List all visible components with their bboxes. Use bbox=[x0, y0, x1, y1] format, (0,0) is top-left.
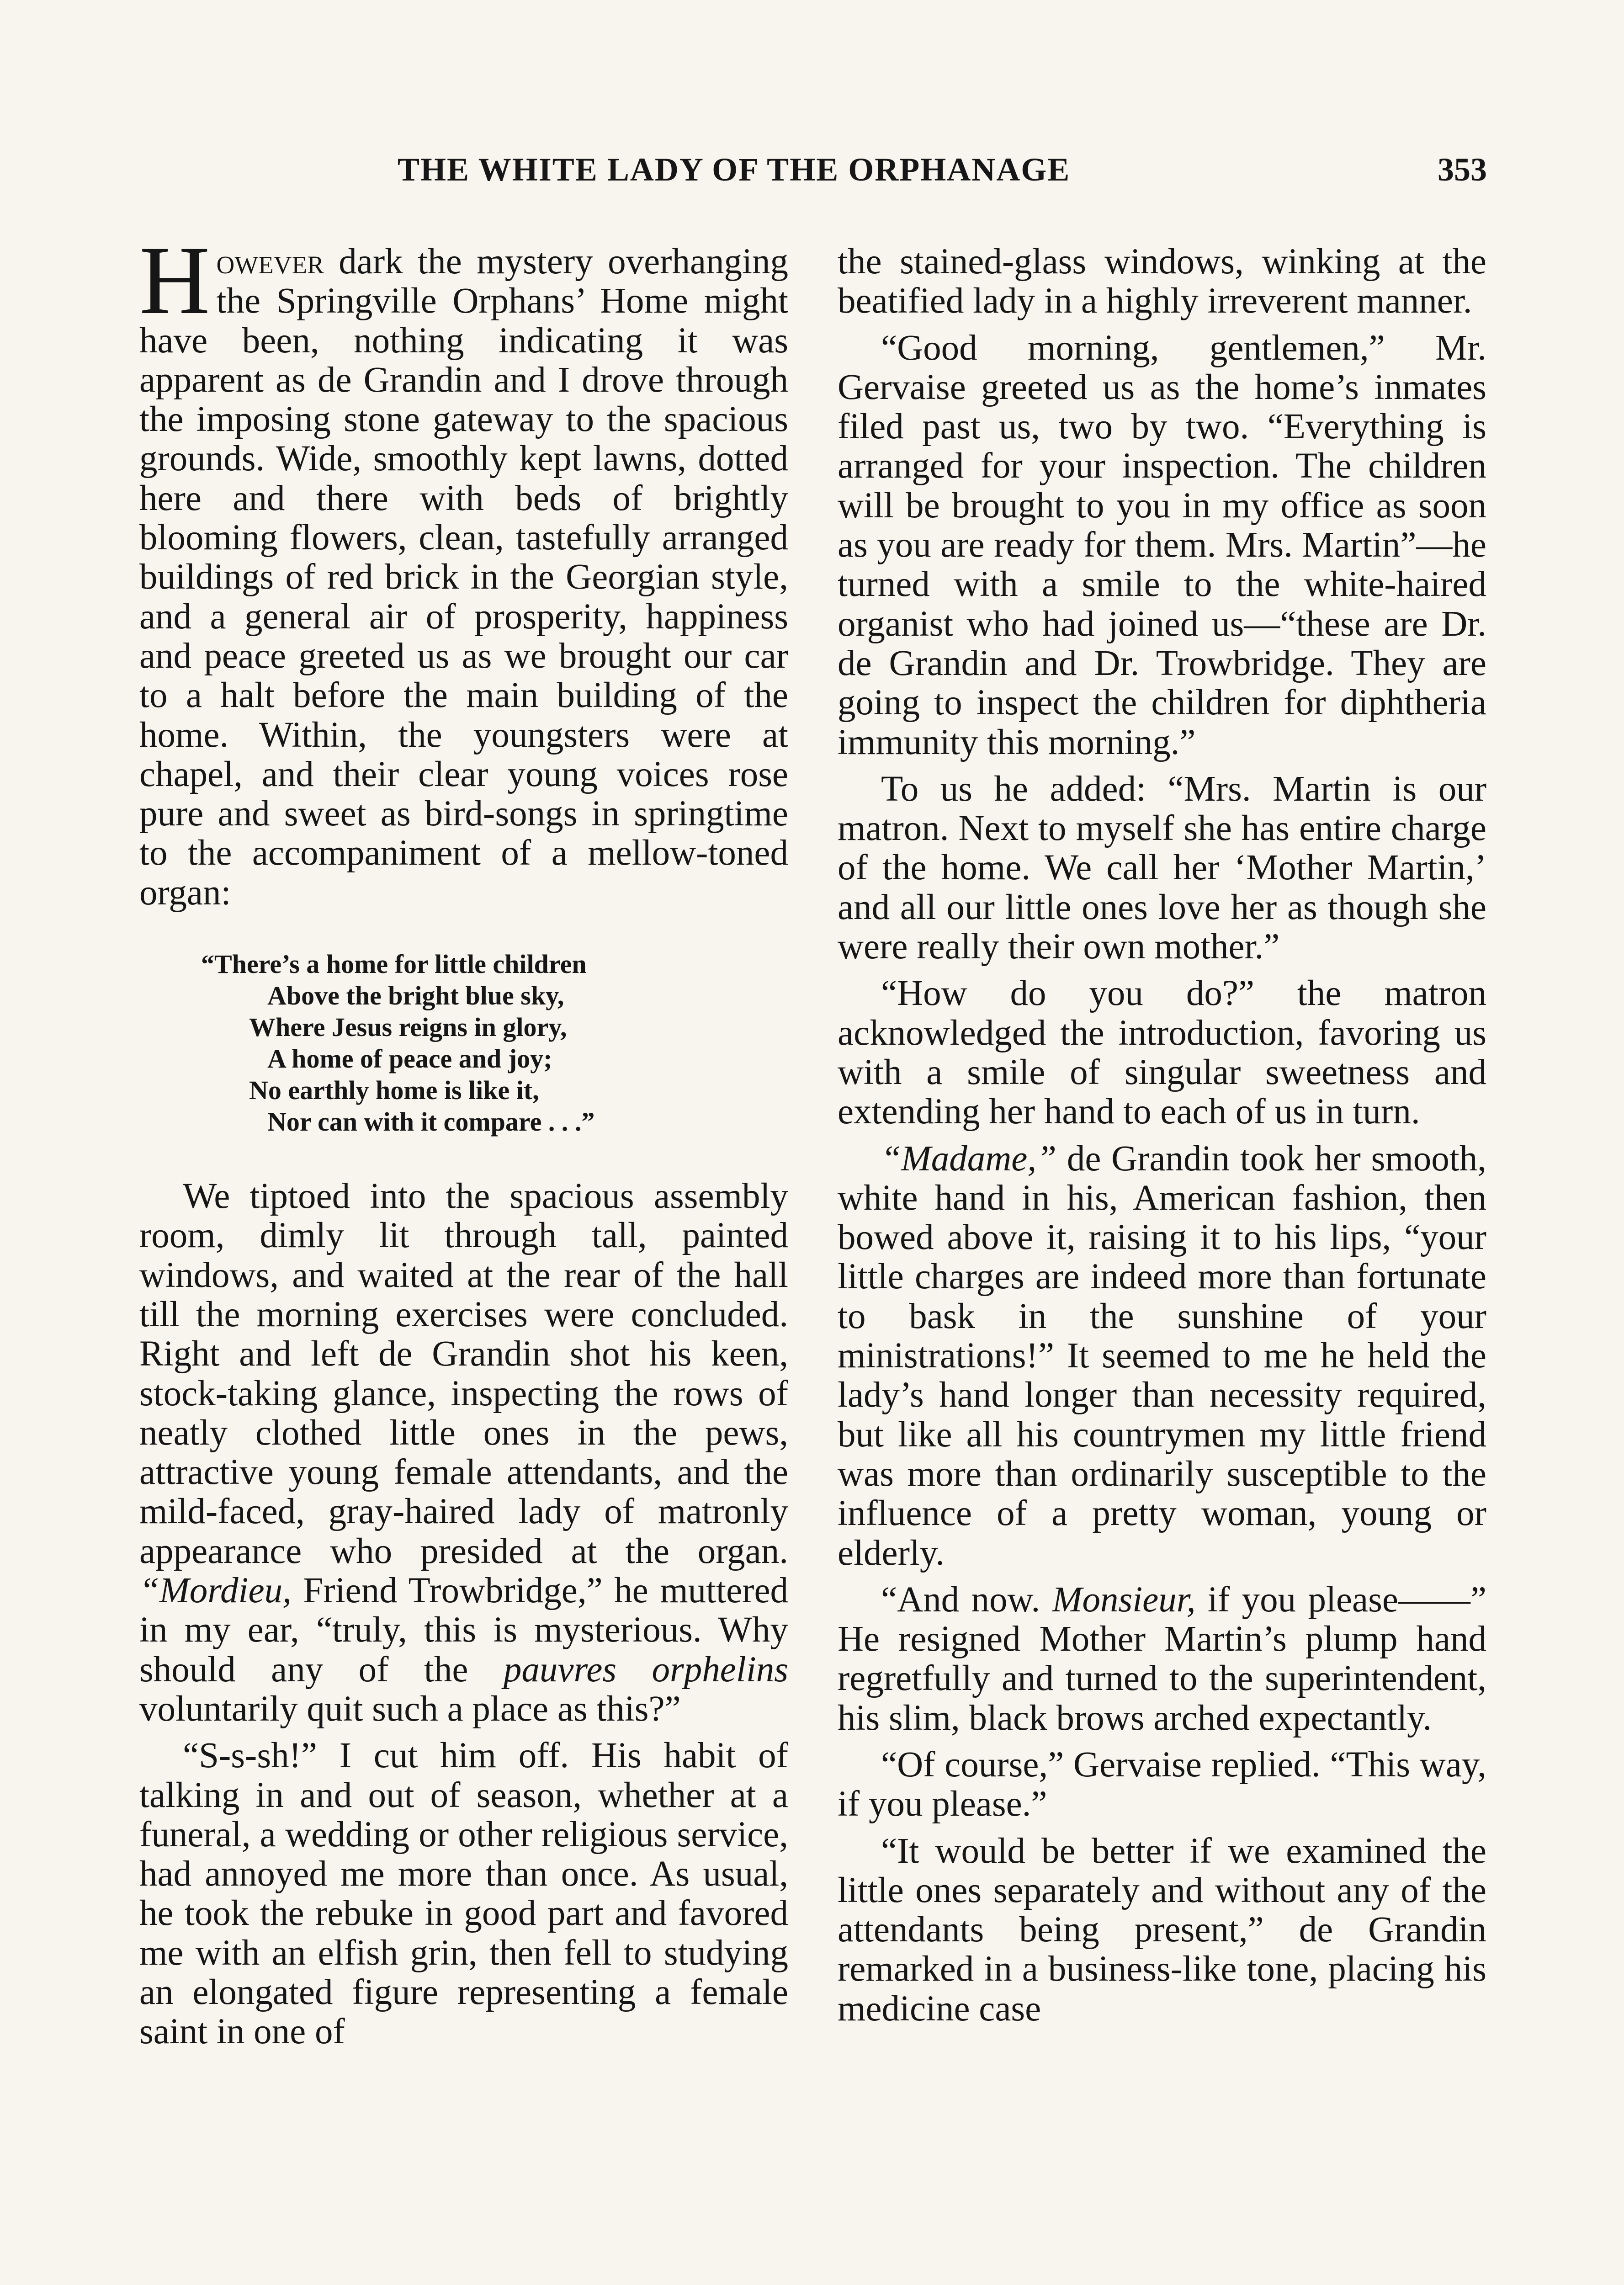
running-title: THE WHITE LADY OF THE ORPHANAGE bbox=[398, 151, 1071, 188]
verse-line: No earthly home is like it, bbox=[249, 1075, 539, 1105]
verse-line: A home of peace and joy; bbox=[267, 1044, 552, 1074]
paragraph bbox=[838, 1139, 1486, 1573]
paragraph: “It would be better if we examined the little ones separately and without any of the attendants being present,” de Grandin remarked in a business-like tone, placing his medicine case bbox=[838, 1831, 1486, 2029]
page-number: 353 bbox=[1438, 151, 1487, 188]
paragraph-continued: the stained-glass windows, winking at the beatified lady in a highly irreverent manner. bbox=[838, 242, 1486, 321]
right-column bbox=[838, 242, 1486, 2029]
paragraph: “Of course,” Gervaise replied. “This way, if you please.” bbox=[838, 1744, 1486, 1824]
paragraph: To us he added: “Mrs. Martin is our matron. Next to myself she has entire charge of the home. We call her ‘Mother Martin,’ and all our little ones love her as though she were really their own mother.” bbox=[838, 769, 1486, 967]
paragraph: “Good morning, gentlemen,” Mr. Gervaise greeted us as the home’s inmates filed past us, two by two. “Everything is arranged for your inspection. The children will be brought to you in my office as soon as you are ready for them. Mrs. Martin”—he turned with a smile to the white-haired organist who had joined us—“these are Dr. de Grandin and Dr. Trowbridge. They are going to inspect the children for diphtheria immunity this morning.” bbox=[838, 328, 1486, 762]
verse-line: Above the bright blue sky, bbox=[267, 981, 564, 1011]
italic-phrase: “Mordieu, bbox=[139, 1571, 292, 1611]
paragraph-text: “And now. bbox=[881, 1579, 1040, 1620]
left-column bbox=[139, 226, 789, 2052]
paragraph-text: de Grandin took her smooth, white hand in his, American fashion, then bowed above it, raising it to his lips, “your little charges are indeed more than fortunate to bask in the sunshine of your ministrations!” It seemed to me he held the lady’s hand longer than necessity required, but like all his countrymen my little friend was more than ordinarily susceptible to the influence of a pretty woman, young or elderly. bbox=[838, 1138, 1486, 1573]
paragraph bbox=[139, 1177, 788, 1729]
paragraph-opening bbox=[139, 226, 788, 913]
paragraph: “How do you do?” the matron acknowledged the introduction, favoring us with a smile of singular sweetness and extending her hand to each of us in turn. bbox=[838, 973, 1486, 1132]
opening-smallcaps: owever bbox=[216, 242, 324, 282]
paragraph-text: Friend Trowbridge,” he muttered in my ear, “truly, this is mysterious. Why should any of the bbox=[139, 1571, 789, 1690]
paragraph-text: voluntarily quit such a place as this?” bbox=[139, 1689, 681, 1729]
italic-phrase: pauvres orphelins bbox=[503, 1649, 789, 1690]
italic-phrase: Monsieur, bbox=[1052, 1579, 1196, 1620]
verse-line: Nor can with it compare . . .” bbox=[267, 1107, 595, 1137]
paragraph-text: dark the mystery overhanging the Springville Orphans’ Home might have been, nothing indicating it was apparent as de Grandin and I drove through the imposing stone gateway to the spacious grounds. Wide, smoothly kept lawns, dotted here and there with beds of brightly blooming flowers, clean, tastefully arranged buildings of red brick in the Georgian style, and a general air of prosperity, happiness and peace greeted us as we brought our car to a halt before the main building of the home. Within, the youngsters were at chapel, and their clear young voices rose pure and sweet as bird-songs in springtime to the accompaniment of a mellow-toned organ: bbox=[139, 242, 788, 913]
italic-phrase: “Madame,” bbox=[881, 1138, 1057, 1179]
verse-line: Where Jesus reigns in glory, bbox=[249, 1012, 567, 1042]
paragraph-text: if you please——” He resigned Mother Martin’s plump hand regretfully and turned to the superintendent, his slim, black brows arched expectantly. bbox=[838, 1579, 1486, 1738]
hymn-verse bbox=[139, 948, 788, 1137]
paragraph bbox=[838, 1580, 1486, 1738]
paragraph: “S-s-sh!” I cut him off. His habit of talking in and out of season, whether at a funeral, a wedding or other religious service, had annoyed me more than once. As usual, he took the rebuke in good part and favored me with an elfish grin, then fell to studying an elongated figure representing a female saint in one of bbox=[139, 1736, 788, 2052]
verse-line: “There’s a home for little children bbox=[201, 949, 587, 979]
drop-cap: H bbox=[139, 226, 210, 335]
paragraph-text: We tiptoed into the spacious assembly room, dimly lit through tall, painted windows, and waited at the rear of the hall till the morning exercises were concluded. Right and left de Grandin shot his keen, stock-taking glance, inspecting the rows of neatly clothed little ones in the pews, attractive young female attendants, and the mild-faced, gray-haired lady of matronly appearance who presided at the organ. bbox=[139, 1176, 788, 1571]
running-header bbox=[137, 151, 1487, 201]
